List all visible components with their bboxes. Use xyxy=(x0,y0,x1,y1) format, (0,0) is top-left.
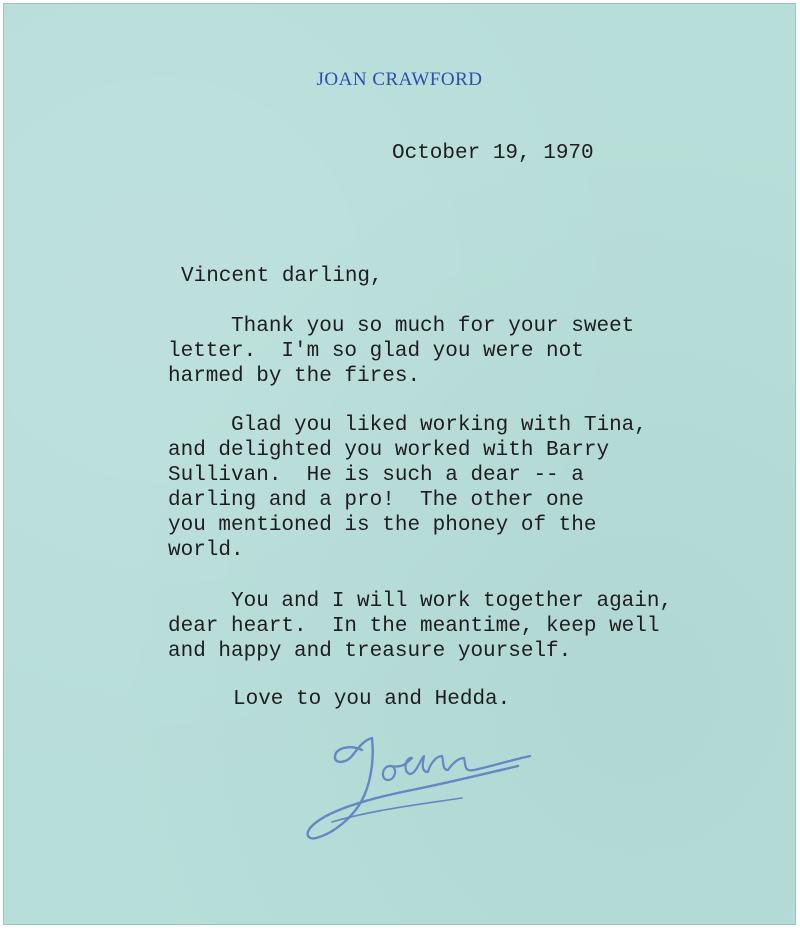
letter-paragraph: Glad you liked working with Tina, and delighted you worked with Barry Sullivan. He is such a dear -- a darling and a pro! The other one you mentioned is the phoney of the world. xyxy=(168,414,647,562)
letter-closing: Love to you and Hedda. xyxy=(233,688,511,711)
letter-salutation: Vincent darling, xyxy=(181,265,383,288)
letter-date: October 19, 1970 xyxy=(392,142,594,165)
letter-paragraph: You and I will work together again, dear heart. In the meantime, keep well and happy and treasure yourself. xyxy=(168,590,673,663)
letterhead-name: JOAN CRAWFORD xyxy=(316,69,483,90)
letter-paper xyxy=(3,3,796,925)
handwritten-signature xyxy=(302,726,552,876)
letter-paragraph: Thank you so much for your sweet letter. I'm so glad you were not harmed by the fires. xyxy=(168,315,635,388)
